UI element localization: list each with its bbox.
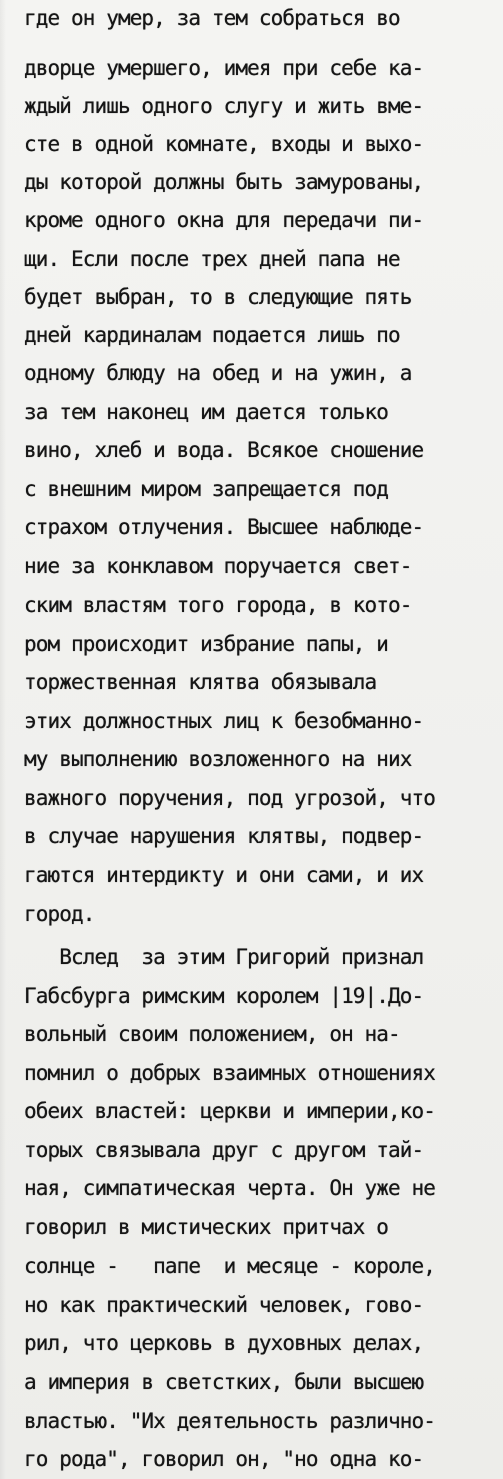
text-line: город. bbox=[24, 902, 95, 926]
text-line: помнил о добрых взаимных отношениях bbox=[24, 1061, 436, 1085]
text-line: страхом отлучения. Высшее наблюде- bbox=[24, 515, 424, 539]
text-line: обеих властей: церкви и империи,ко- bbox=[24, 1099, 436, 1123]
text-line: где он умер, за тем собраться во bbox=[24, 6, 400, 30]
text-line: будет выбран, то в следующие пять bbox=[24, 285, 412, 309]
text-line: но как практический человек, гово- bbox=[24, 1293, 424, 1317]
text-line: с внешним миром запрещается под bbox=[24, 477, 389, 501]
text-line: Вслед за этим Григорий признал bbox=[24, 945, 424, 969]
text-line: говорил в мистических притчах о bbox=[24, 1215, 389, 1239]
text-line: солнце - папе и месяце - короле, bbox=[24, 1254, 436, 1278]
text-line: ским властям того города, в кото- bbox=[24, 593, 412, 617]
text-line: ды которой должны быть замурованы, bbox=[24, 170, 424, 194]
text-line: Габсбурга римским королем |19|.До- bbox=[24, 984, 424, 1008]
text-line: кроме одного окна для передачи пи- bbox=[24, 208, 424, 232]
text-line: щи. Если после трех дней папа не bbox=[24, 247, 400, 271]
text-line: в случае нарушения клятвы, подвер- bbox=[24, 824, 424, 848]
text-line: му выполнению возложенного на них bbox=[24, 747, 412, 771]
text-line: ная, симпатическая черта. Он уже не bbox=[24, 1176, 436, 1200]
text-line: го рода", говорил он, "но одна ко- bbox=[24, 1447, 424, 1471]
text-line: дворце умершего, имея при себе ка- bbox=[24, 56, 424, 80]
text-line: рил, что церковь в духовных делах, bbox=[24, 1331, 424, 1355]
text-line: дней кардиналам подается лишь по bbox=[24, 323, 400, 347]
text-line: за тем наконец им дается только bbox=[24, 400, 389, 424]
text-line: торжественная клятва обязывала bbox=[24, 670, 377, 694]
text-line: вино, хлеб и вода. Всякое сношение bbox=[24, 438, 424, 462]
text-line: торых связывала друг с другом тай- bbox=[24, 1138, 424, 1162]
text-line: ром происходит избрание папы, и bbox=[24, 632, 389, 656]
text-line: гаются интердикту и они сами, и их bbox=[24, 863, 424, 887]
text-line: ждый лишь одного слугу и жить вме- bbox=[24, 94, 424, 118]
text-line: сте в одной комнате, входы и выхо- bbox=[24, 132, 424, 156]
text-line: этих должностных лиц к безобманно- bbox=[24, 709, 424, 733]
text-line: важного поручения, под угрозой, что bbox=[24, 786, 436, 810]
text-line: вольный своим положением, он на- bbox=[24, 1022, 400, 1046]
text-line: одному блюду на обед и на ужин, а bbox=[24, 361, 412, 385]
text-line: ние за конклавом поручается свет- bbox=[24, 554, 412, 578]
text-line: властью. "Их деятельность различно- bbox=[24, 1409, 436, 1433]
text-line: а империя в светстких, были высшею bbox=[24, 1370, 424, 1394]
